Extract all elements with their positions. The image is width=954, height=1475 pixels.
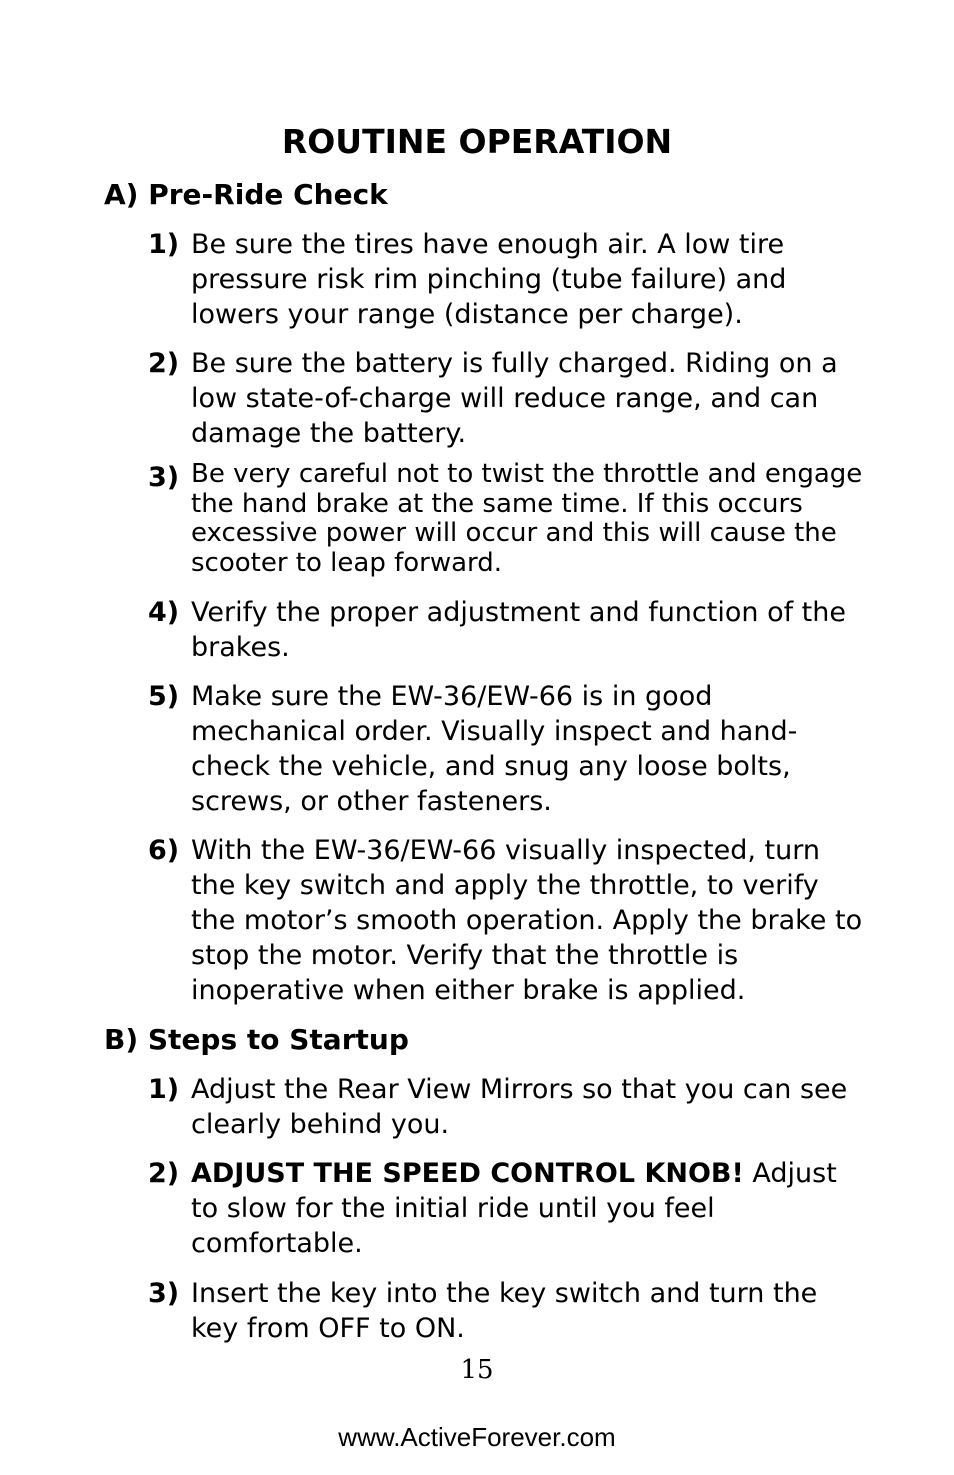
item-number: 2) <box>148 348 180 379</box>
item-text: Be sure the tires have enough air. A low tire pressure risk rim pinching (tube failure) and lowers your range (distance per charge). <box>191 229 787 330</box>
item-text: Be very careful not to twist the throttle and engage the hand brake at the same time. If this occurs excessive power will occur and this will cause the scooter to leap forward. <box>191 459 863 578</box>
list-item <box>148 679 868 819</box>
item-number: 4) <box>148 597 180 628</box>
list-item <box>148 595 868 665</box>
section-heading-pre-ride-check: A) Pre-Ride Check <box>104 178 388 211</box>
list-item <box>148 1072 868 1142</box>
item-text: Verify the proper adjustment and function of the brakes. <box>191 597 846 663</box>
item-number: 1) <box>148 1074 180 1105</box>
list-item <box>148 346 868 451</box>
item-number: 1) <box>148 229 180 260</box>
item-text: Insert the key into the key switch and turn the key from OFF to ON. <box>191 1278 818 1344</box>
item-number: 3) <box>148 462 180 493</box>
list-item <box>148 227 868 332</box>
section-heading-steps-to-startup: B) Steps to Startup <box>104 1023 409 1056</box>
list-item <box>148 833 868 1008</box>
item-number: 5) <box>148 681 180 712</box>
item-text: With the EW-36/EW-66 visually inspected, turn the key switch and apply the throttle, to verify the motor’s smooth operation. Apply the brake to stop the motor. Verify that the throttle is inoperative when either brake is applied. <box>191 835 863 1006</box>
item-text-rest: Adjust to slow for the initial ride until you feel comfortable. <box>191 1158 837 1259</box>
page-title: ROUTINE OPERATION <box>281 122 673 161</box>
item-number: 3) <box>148 1278 180 1309</box>
item-text <box>191 1156 868 1261</box>
item-number: 6) <box>148 835 180 866</box>
item-text: Adjust the Rear View Mirrors so that you can see clearly behind you. <box>191 1074 848 1140</box>
list-item <box>148 1276 868 1346</box>
warning-text: ADJUST THE SPEED CONTROL KNOB! <box>191 1158 744 1189</box>
item-number: 2) <box>148 1158 180 1189</box>
item-text: Be sure the battery is fully charged. Riding on a low state-of-charge will reduce range, and can damage the battery. <box>191 348 838 449</box>
list-item <box>148 460 868 578</box>
item-text: Make sure the EW-36/EW-66 is in good mechanical order. Visually inspect and hand-check the vehicle, and snug any loose bolts, screws, or other fasteners. <box>191 681 798 817</box>
page-number: 15 <box>460 1355 494 1385</box>
footer-url: www.ActiveForever.com <box>338 1422 616 1452</box>
list-item <box>148 1156 868 1261</box>
